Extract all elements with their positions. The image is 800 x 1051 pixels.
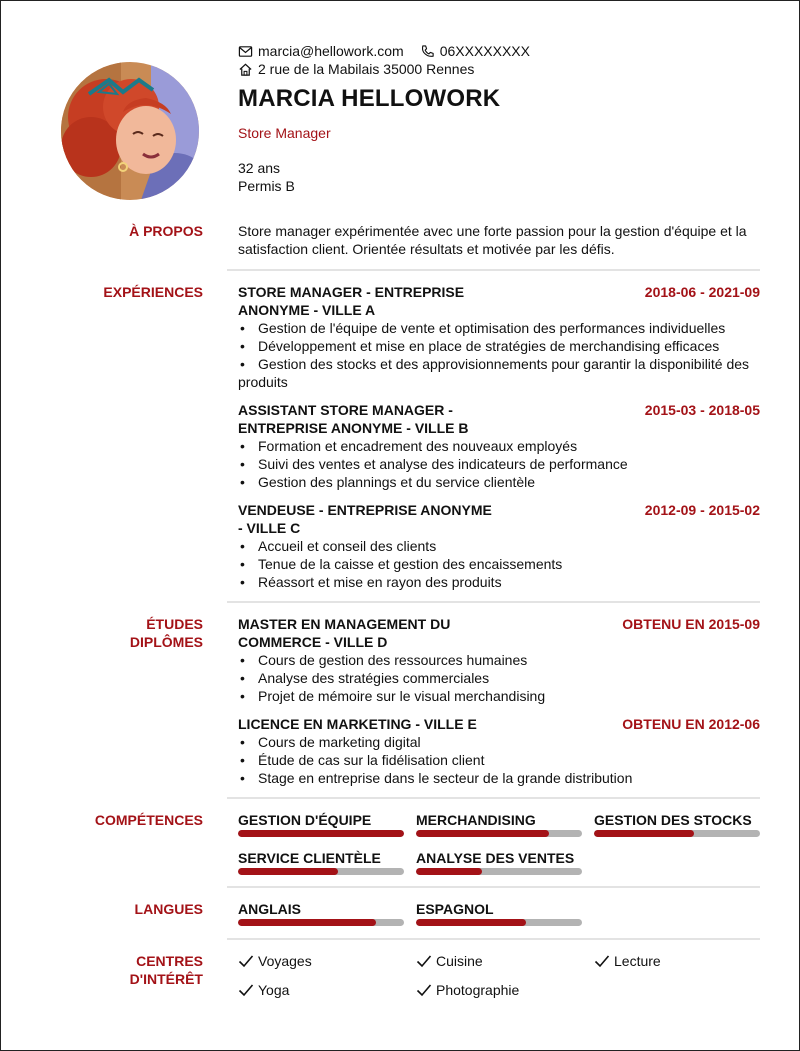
hobby-name: Lecture [614, 953, 661, 969]
experiences-label: EXPÉRIENCES [103, 284, 203, 300]
languages-label: LANGUES [134, 901, 203, 917]
skill-item [594, 811, 760, 837]
experience-title: ASSISTANT STORE MANAGER - ENTREPRISE ANONYME - VILLE B [238, 402, 469, 436]
education-entry [238, 615, 760, 705]
about-label: À PROPOS [129, 223, 203, 239]
skill-item [416, 811, 582, 837]
language-bar [416, 919, 582, 926]
phone-icon [420, 44, 435, 59]
language-item [416, 900, 582, 926]
phone-text: 06XXXXXXXX [439, 43, 530, 59]
list-item: • Analyse des stratégies commerciales [238, 669, 760, 687]
hobby-item [238, 952, 312, 970]
address-text: 2 rue de la Mabilais 35000 Rennes [258, 61, 475, 77]
skill-name: ANALYSE DES VENTES [416, 850, 575, 866]
job-title: Store Manager [238, 125, 331, 141]
education-title: LICENCE EN MARKETING - VILLE E [238, 716, 477, 732]
list-item: • Suivi des ventes et analyse des indicateurs de performance [238, 455, 760, 473]
list-item: • Stage en entreprise dans le secteur de la grande distribution [238, 769, 760, 787]
experience-entry [238, 401, 760, 491]
list-item: • Cours de marketing digital [238, 733, 760, 751]
hobby-name: Yoga [258, 982, 290, 998]
hobby-item [416, 952, 483, 970]
hobby-item [594, 952, 661, 970]
skill-name: MERCHANDISING [416, 812, 536, 828]
check-icon [238, 954, 254, 968]
education-date: OBTENU EN 2015-09 [622, 616, 760, 632]
experience-entry [238, 501, 760, 591]
skill-name: SERVICE CLIENTÈLE [238, 850, 381, 866]
skill-bar-fill [594, 830, 694, 837]
education-label-line2: DIPLÔMES [129, 634, 203, 650]
hobbies-label [23, 952, 203, 988]
language-item [238, 900, 404, 926]
divider [227, 601, 760, 603]
education-date: OBTENU EN 2012-06 [622, 716, 760, 732]
list-item: • Étude de cas sur la fidélisation client [238, 751, 760, 769]
age-text: 32 ans [238, 160, 281, 176]
hobby-item [416, 981, 519, 999]
experience-title: VENDEUSE - ENTREPRISE ANONYME - VILLE C [238, 502, 492, 536]
skill-bar-fill [238, 830, 404, 837]
check-icon [416, 983, 432, 997]
skill-name: GESTION D'ÉQUIPE [238, 812, 372, 828]
skill-bar [594, 830, 760, 837]
hobby-name: Voyages [258, 953, 312, 969]
list-item: • Projet de mémoire sur le visual merchandising [238, 687, 760, 705]
home-icon [238, 62, 253, 77]
divider [227, 797, 760, 799]
skill-bar [416, 830, 582, 837]
list-item: • Accueil et conseil des clients [238, 537, 760, 555]
list-item: • Gestion des stocks et des approvisionnements pour garantir la disponibilité des produits [238, 355, 760, 391]
education-label-line1: ÉTUDES [146, 616, 203, 632]
contact-block [238, 42, 546, 78]
education-entry [238, 715, 760, 787]
list-item: • Réassort et mise en rayon des produits [238, 573, 760, 591]
skill-item [416, 849, 582, 875]
skill-name: GESTION DES STOCKS [594, 812, 752, 828]
experience-date: 2012-09 - 2015-02 [644, 502, 760, 518]
list-item: • Tenue de la caisse et gestion des encaissements [238, 555, 760, 573]
divider [227, 938, 760, 940]
experience-date: 2018-06 - 2021-09 [644, 284, 760, 300]
personal-info [238, 159, 295, 195]
education-label [23, 615, 203, 651]
education-title: MASTER EN MANAGEMENT DU COMMERCE - VILLE D [238, 616, 451, 650]
skill-bar [416, 868, 582, 875]
skills-label: COMPÉTENCES [94, 812, 203, 828]
list-item: • Formation et encadrement des nouveaux employés [238, 437, 760, 455]
hobbies-label-line1: CENTRES [136, 953, 203, 969]
language-name: ESPAGNOL [416, 901, 494, 917]
language-bar-fill [238, 919, 376, 926]
phone-item[interactable] [420, 42, 530, 60]
email-text: marcia@hellowork.com [258, 43, 404, 59]
hobby-name: Cuisine [436, 953, 483, 969]
list-item: • Gestion de l'équipe de vente et optimisation des performances individuelles [238, 319, 760, 337]
hobbies-label-line2: D'INTÉRÊT [129, 971, 203, 987]
skill-bar [238, 868, 404, 875]
candidate-name: MARCIA HELLOWORK [238, 85, 501, 112]
skill-item [238, 811, 404, 837]
skill-bar-fill [416, 830, 549, 837]
skill-bar [238, 830, 404, 837]
language-bar [238, 919, 404, 926]
language-name: ANGLAIS [238, 901, 301, 917]
check-icon [416, 954, 432, 968]
experience-date: 2015-03 - 2018-05 [644, 402, 760, 418]
list-item: • Développement et mise en place de stratégies de merchandising efficaces [238, 337, 760, 355]
experience-title: STORE MANAGER - ENTREPRISE ANONYME - VILLE A [238, 284, 465, 318]
skill-bar-fill [238, 868, 338, 875]
language-bar-fill [416, 919, 526, 926]
check-icon [238, 983, 254, 997]
skill-bar-fill [416, 868, 482, 875]
hobby-item [238, 981, 289, 999]
mail-icon [238, 44, 253, 59]
about-text: Store manager expérimentée avec une forte passion pour la gestion d'équipe et la satisfaction client. Orientée résultats et motivée par les défis. [238, 223, 747, 257]
profile-avatar [61, 62, 199, 200]
list-item: • Cours de gestion des ressources humaines [238, 651, 760, 669]
skill-item [238, 849, 404, 875]
check-icon [594, 954, 610, 968]
hobby-name: Photographie [436, 982, 520, 998]
license-text: Permis B [238, 178, 295, 194]
divider [227, 886, 760, 888]
list-item: • Gestion des plannings et du service clientèle [238, 473, 760, 491]
address-item [238, 60, 474, 78]
experience-entry [238, 283, 760, 391]
divider [227, 269, 760, 271]
email-item[interactable] [238, 42, 404, 60]
